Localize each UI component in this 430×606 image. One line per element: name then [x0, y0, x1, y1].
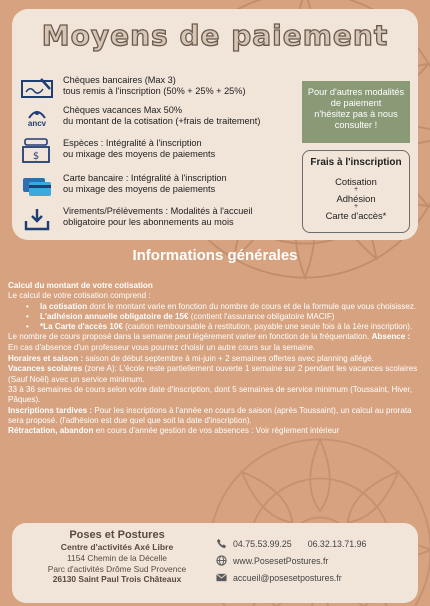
bullet-bold: *La Carte d'accès 10€: [40, 322, 123, 332]
retract-text: en cours d'année gestion de vos absences : Voir règlement intérieur: [93, 426, 340, 436]
contact-panel: [12, 523, 418, 603]
plus-sign: +: [353, 203, 359, 210]
late-registration-paragraph: [8, 406, 422, 427]
list-item: [8, 312, 422, 322]
address-line: 26130 Saint Paul Trois Châteaux: [52, 574, 182, 584]
proposed-courses-paragraph: [8, 332, 422, 342]
other-modalities-line: n'hésitez pas à nous: [314, 109, 398, 119]
bullet-bold: L'adhésion annuelle obligatoire de 15€: [40, 311, 189, 321]
email-link[interactable]: accueil@posesetpostures.fr: [233, 572, 342, 583]
website-row: [215, 552, 415, 569]
retraction-paragraph: [8, 426, 422, 436]
page-title: Moyens de paiement: [41, 19, 389, 52]
payment-line: Chèques bancaires (Max 3): [63, 75, 176, 85]
other-modalities-line: Pour d'autres modalités: [307, 87, 405, 97]
late-label: Inscriptions tardives :: [8, 405, 93, 415]
holidays-label: Vacances scolaires: [8, 364, 83, 374]
list-item: [8, 322, 422, 332]
email-row: [215, 569, 415, 586]
bullet-dot: •: [26, 311, 29, 321]
general-info-body: [8, 281, 422, 436]
holidays-paragraph: [8, 364, 422, 385]
envelope-icon: [215, 572, 227, 584]
bullet-dot: •: [26, 322, 29, 332]
bullet-text: (caution remboursable à restitution, payable une seule fois à la 1ère inscription).: [122, 322, 413, 332]
fees-item-access-card: Carte d'accès*: [325, 210, 387, 221]
plus-sign: +: [353, 186, 359, 193]
payment-line: du montant de la cotisation (+frais de traitement): [63, 115, 261, 126]
payment-item-transfer: [20, 206, 253, 232]
website-link[interactable]: www.PosesetPostures.fr: [233, 555, 329, 566]
cheque-icon: [20, 75, 54, 101]
bullet-dot: •: [26, 301, 29, 311]
weeks-text: 33 à 36 semaines de cours selon votre date d'inscription, dont 5 semaines de service minimum (Toussaint, Hiver, Pâques).: [8, 384, 413, 405]
fees-title: Frais à l'inscription: [310, 157, 402, 168]
fees-item-adhesion: Adhésion: [336, 193, 376, 204]
payment-methods-panel: [12, 9, 418, 240]
calc-intro: Le calcul de votre cotisation comprend :: [8, 291, 151, 301]
absence-label: Absence :: [371, 332, 411, 342]
calc-title: Calcul du montant de votre cotisation: [8, 281, 153, 290]
bullet-text: (contient l'assurance obligatoire MACIF): [188, 311, 335, 321]
address-line: 1154 Chemin de la Décelle: [67, 553, 167, 563]
credit-card-icon: [20, 173, 54, 199]
payment-line: Espèces : Intégralité à l'inscription: [63, 138, 202, 148]
brand-name: Poses et Postures: [69, 529, 165, 541]
late-text: Pour les inscriptions à l'année en cours de saison (après Toussaint), un calcul au prorata sera proposé. (l'adhésion est due quel que soit la date d'inscription).: [8, 405, 412, 425]
phone-row: [215, 535, 415, 552]
payment-item-cash: [20, 138, 215, 164]
payment-line: Carte bancaire : Intégralité à l'inscription: [63, 173, 227, 183]
phone-number-mobile[interactable]: 06.32.13.71.96: [307, 538, 367, 549]
svg-text:$: $: [32, 151, 40, 162]
other-modalities-line: de paiement: [330, 98, 382, 108]
payment-item-cheques: [20, 75, 246, 101]
payment-line: tous remis à l'inscription (50% + 25% + 25%): [63, 85, 246, 96]
payment-line: obligatoire pour les abonnements au mois: [63, 216, 234, 227]
address-line: Parc d'activités Drôme Sud Provence: [47, 563, 187, 574]
payment-line: Chèques vacances Max 50%: [63, 105, 182, 115]
globe-icon: [215, 555, 227, 567]
bullet-bold: la cotisation: [40, 301, 88, 311]
list-item: [8, 302, 422, 312]
fees-item-cotisation: Cotisation: [335, 176, 377, 187]
cash-icon: [20, 138, 54, 164]
ancv-logo-text: ancv: [27, 119, 47, 128]
holidays-text: (zone A): L'école reste partiellement ouverte 1 semaine sur 2 pendant les vacances scolaires (Sauf Noël) avec un service minimum.: [8, 364, 418, 384]
hours-label: Horaires et saison :: [8, 354, 84, 364]
center-name: Centre d'activités Axé Libre: [60, 542, 174, 552]
absence-text: En cas d'absence d'un professeur vous pourrez choisir un autre cours sur la semaine.: [8, 342, 316, 352]
payment-item-card: [20, 173, 227, 199]
proposed-text: Le nombre de cours proposé dans la semaine peut légèrement varier en fonction de la fréquentation.: [8, 332, 372, 342]
contact-details: [215, 535, 415, 586]
payment-line: Virements/Prélèvements : Modalités à l'accueil: [63, 206, 253, 216]
other-modalities-line: consulter !: [334, 120, 378, 130]
phone-icon: [215, 538, 227, 550]
hours-paragraph: [8, 354, 422, 364]
ancv-logo-icon: [20, 105, 54, 131]
phone-number[interactable]: 04.75.53.99.25: [233, 538, 292, 549]
retract-label: Rétractation, abandon: [8, 426, 94, 436]
payment-line: ou mixage des moyens de paiements: [63, 183, 216, 194]
registration-fees-box: [302, 150, 410, 233]
payment-item-vacation-cheques: [20, 105, 260, 131]
address-block: [22, 529, 212, 585]
bullet-text: dont le montant varie en fonction du nombre de cours et de la formule que vous choisissez.: [87, 301, 417, 311]
general-info-heading: Informations générales: [132, 247, 298, 264]
payment-line: ou mixage des moyens de paiements: [63, 148, 216, 159]
other-modalities-box: [302, 81, 410, 143]
hours-text: saison de début septembre à mi-juin + 2 semaines offertes avec planning allégé.: [83, 354, 374, 364]
download-icon: [20, 206, 54, 232]
